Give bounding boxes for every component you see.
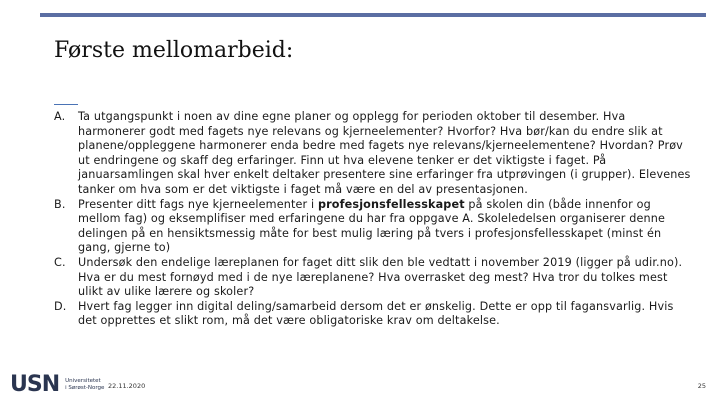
footer-date: 22.11.2020 <box>108 382 146 390</box>
task-text: Undersøk den endelige læreplanen for faget ditt slik den ble vedtatt i november 2019 (ligger på udir.no). Hva er du mest fornøyd med i de nye læreplanene? Hva overrasket deg mest? Hva tror du tolkes mest ulikt av ulike lærere og skoler? <box>78 255 683 299</box>
task-text: Hvert fag legger inn digital deling/samarbeid dersom det er ønskelig. Dette er opp til fagansvarlig. Hvis det opprettes et slikt rom, må det være obligatoriske krav om deltakelse. <box>78 299 674 328</box>
task-item-c <box>54 256 694 300</box>
task-text-part: Presenter ditt fags nye kjerneelementer i <box>78 197 318 211</box>
logo-line: i Sørøst-Norge <box>65 384 105 391</box>
task-marker: C. <box>54 255 66 269</box>
task-marker: B. <box>54 197 66 211</box>
task-item-d <box>54 300 694 329</box>
task-list <box>54 110 694 329</box>
task-item-a <box>54 110 694 198</box>
top-divider-bar <box>40 13 706 17</box>
usn-logo <box>10 372 104 397</box>
emphasis-text: profesjonsfellesskapet <box>317 197 465 211</box>
task-item-b <box>54 198 694 256</box>
slide-title: Første mellomarbeid: <box>54 38 294 63</box>
task-text <box>78 198 694 256</box>
task-text: Ta utgangspunkt i noen av dine egne planer og opplegg for perioden oktober til desember. Hva harmonerer godt med fagets nye relevans og kjerneelementer? Hvorfor? Hva bør/kan du endre slik at planene/oppleggene harmonerer enda bedre med fagets nye relevans/kjerneelementene? Hvordan? Prøv ut endringene og skaff deg erfaringer. Finn ut hva elevene tenker er det viktigste i faget. På januarsamlingen skal hver enkelt deltaker presentere sine erfaringer fra utprøvingen (i grupper). Elevenes tanker om hva som er det viktigste i faget må være en del av presentasjonen. <box>78 110 691 196</box>
accent-line <box>54 104 78 105</box>
page-number: 25 <box>697 382 706 390</box>
logo-line: Universitetet <box>65 378 101 384</box>
task-marker: D. <box>54 299 67 313</box>
task-marker: A. <box>54 110 66 123</box>
task-text-part: på skolen din (både innenfor og mellom fag) og eksemplifiser med erfaringene du har fra oppgave A. Skoleledelsen organiserer denne delingen på en hensiktsmessig måte for best mulig læring på tvers i profesjonsfellesskapet (minst én gang, gjerne to) <box>78 197 665 255</box>
logo-text <box>65 378 104 391</box>
logo-mark: USN <box>10 372 60 397</box>
